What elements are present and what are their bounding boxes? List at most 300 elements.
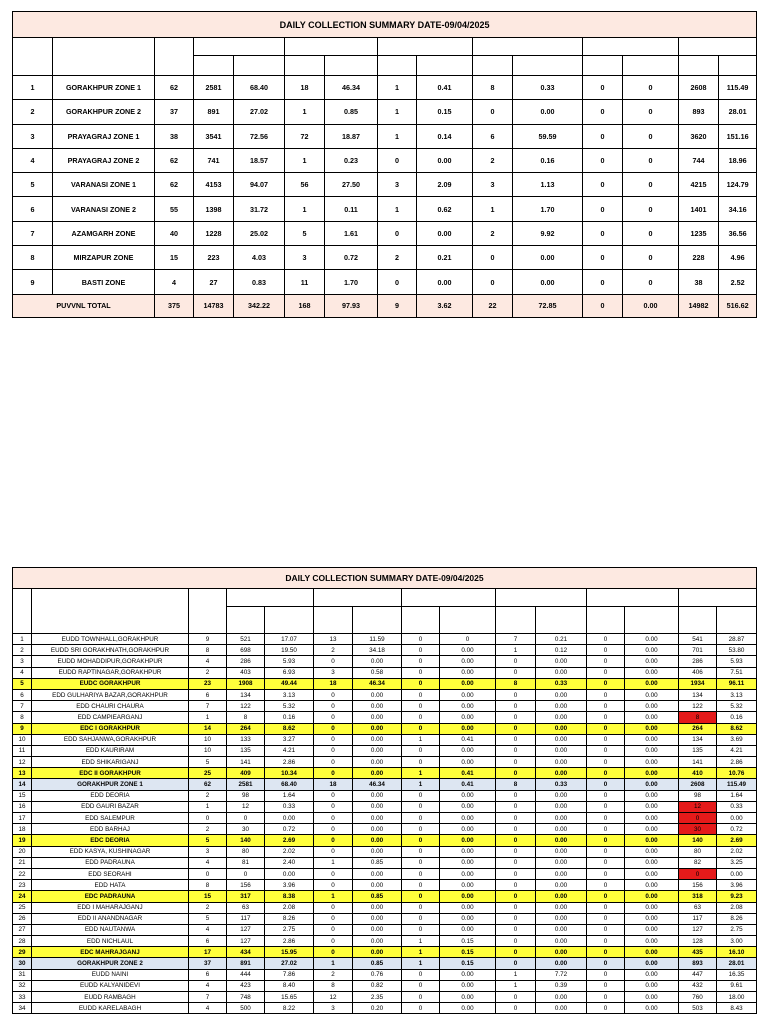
table-cell: EUDD RAMBAGH [32,992,189,1003]
table-cell: 0 [587,656,625,667]
table-cell: EUDD RAPTINAGAR,GORAKHPUR [32,667,189,678]
table-cell: 18.00 [717,992,757,1003]
table-cell: 0 [473,270,513,294]
table-cell: 23 [13,880,32,891]
table-cell: 0.00 [536,813,587,824]
table-cell: 1 [473,197,513,221]
table-cell: 0 [587,667,625,678]
table-cell: 0.00 [440,689,496,700]
table-cell: 2.69 [717,835,757,846]
table-row [13,813,757,824]
table-cell: 0 [402,790,440,801]
table-cell: EDD SEORAHI [32,868,189,879]
table-cell: 9.92 [513,221,583,245]
table-cell: 0.00 [625,634,679,645]
table-cell: 13 [314,634,353,645]
table-cell: 10 [13,734,32,745]
table-cell: 0.00 [625,835,679,846]
table-cell: 7 [189,701,227,712]
header-cell [227,589,314,607]
table-cell: VARANASI ZONE 1 [53,173,155,197]
table-cell: 2.75 [717,924,757,935]
table-cell: 36.56 [719,221,757,245]
header-cell [265,607,314,634]
table-cell: 0 [496,902,536,913]
header-cell [285,38,378,56]
table-row [13,197,757,221]
table-cell: 135 [679,745,717,756]
total-cell: 22 [473,294,513,317]
detail-title: DAILY COLLECTION SUMMARY DATE-09/04/2025 [13,568,757,589]
table-cell: 0 [496,790,536,801]
table-cell: 17 [13,813,32,824]
table-cell: EDD SHIKARIGANJ [32,757,189,768]
table-row [13,100,757,124]
total-cell: 168 [285,294,325,317]
table-cell: 0.00 [536,924,587,935]
table-cell: 0 [314,947,353,958]
table-cell: 0.16 [717,712,757,723]
table-cell: EDD BARHAJ [32,824,189,835]
table-cell: 0 [679,813,717,824]
table-cell: 2 [473,221,513,245]
table-cell: 7 [13,221,53,245]
total-cell: PUVVNL TOTAL [13,294,155,317]
table-cell: 0 [314,768,353,779]
table-cell: 0.23 [325,148,378,172]
table-cell: 0 [378,270,417,294]
table-cell: 318 [679,891,717,902]
table-cell: 3 [189,846,227,857]
table-cell: EUDD KARELABAGH [32,1003,189,1014]
table-cell: 0.00 [440,824,496,835]
header-cell [194,56,234,76]
table-row [13,246,757,270]
table-cell: 0 [314,936,353,947]
table-cell: 62 [155,76,194,100]
table-cell: 2 [314,969,353,980]
table-cell: 0.00 [625,678,679,689]
table-row [13,221,757,245]
table-cell: 1 [378,197,417,221]
table-cell: 403 [227,667,265,678]
table-cell: 0.00 [625,656,679,667]
table-cell: 128 [679,936,717,947]
table-cell: 0 [583,76,623,100]
table-cell: 4 [155,270,194,294]
table-cell: 0 [496,656,536,667]
table-cell: 0.41 [440,768,496,779]
table-cell: 0 [587,712,625,723]
table-row [13,868,757,879]
table-cell: 286 [227,656,265,667]
table-cell: 0.21 [536,634,587,645]
header-cell [473,38,583,56]
table-row [13,969,757,980]
table-cell: 228 [679,246,719,270]
header-cell [679,56,719,76]
table-cell: 0 [402,678,440,689]
table-cell: 14 [189,723,227,734]
table-cell: 0.00 [440,667,496,678]
table-cell: 0.72 [717,824,757,835]
table-cell: 0.00 [536,768,587,779]
table-cell: 8 [13,246,53,270]
table-cell: EDD DEORIA [32,790,189,801]
table-cell: 10 [189,745,227,756]
table-cell: 1235 [679,221,719,245]
table-cell: EDC PADRAUNA [32,891,189,902]
table-cell: 0 [402,846,440,857]
table-cell: EDC II GORAKHPUR [32,768,189,779]
table-cell: 0 [473,246,513,270]
table-cell: 0.33 [536,678,587,689]
table-row [13,712,757,723]
table-cell: 55 [155,197,194,221]
table-cell: 0 [496,846,536,857]
table-cell: 0.62 [417,197,473,221]
table-cell: 8 [13,712,32,723]
table-cell: 0.00 [417,270,473,294]
table-cell: 0.00 [440,891,496,902]
table-cell: 46.34 [325,76,378,100]
table-cell: 0 [587,868,625,879]
table-cell: 0.00 [440,656,496,667]
table-cell: 2.02 [265,846,314,857]
table-cell: 698 [227,645,265,656]
table-cell: 16 [13,801,32,812]
table-cell: 4 [189,656,227,667]
table-cell: VARANASI ZONE 2 [53,197,155,221]
table-cell: 9 [13,723,32,734]
table-row [13,76,757,100]
table-cell: 0.00 [625,868,679,879]
table-cell: 223 [194,246,234,270]
table-cell: 18 [13,824,32,835]
header-cell [53,38,155,76]
table-cell: 3 [285,246,325,270]
table-cell: 0 [587,824,625,835]
table-cell: 63 [227,902,265,913]
table-cell: 72.56 [234,124,285,148]
total-cell: 375 [155,294,194,317]
table-cell: 8.26 [717,913,757,924]
table-cell: 0 [314,902,353,913]
table-cell: 23 [189,678,227,689]
table-cell: 18 [314,678,353,689]
table-cell: 4215 [679,173,719,197]
table-cell: 0 [587,891,625,902]
header-cell [717,607,757,634]
table-cell: 2.86 [265,757,314,768]
table-row [13,980,757,991]
table-cell: 0.00 [417,148,473,172]
table-cell: 0 [402,980,440,991]
table-cell: 0 [587,913,625,924]
table-cell: 10.34 [265,768,314,779]
table-cell: 0 [623,100,679,124]
table-cell: 0.00 [440,1003,496,1014]
table-cell: 8.62 [717,723,757,734]
table-cell: 2.08 [265,902,314,913]
table-cell: 0 [402,645,440,656]
total-cell: 9 [378,294,417,317]
table-cell: 6.93 [265,667,314,678]
table-row [13,757,757,768]
table-cell: 0 [583,100,623,124]
header-cell [583,56,623,76]
table-cell: 0.00 [353,757,402,768]
table-cell: 0 [587,634,625,645]
table-row [13,846,757,857]
summary-table [12,11,757,318]
table-cell: 38 [679,270,719,294]
table-cell: 3541 [194,124,234,148]
table-cell: 8.22 [265,1003,314,1014]
table-cell: 16.35 [717,969,757,980]
table-cell: 25 [189,768,227,779]
table-cell: 0.33 [265,801,314,812]
table-cell: 12 [679,801,717,812]
table-cell: 19.50 [265,645,314,656]
table-cell: 0.00 [440,924,496,935]
table-cell: 18 [314,779,353,790]
table-cell: 135 [227,745,265,756]
table-cell: 2 [473,148,513,172]
table-cell: 30 [227,824,265,835]
table-cell: 5 [13,173,53,197]
table-cell: 0.00 [625,745,679,756]
table-cell: 15 [13,790,32,801]
table-cell: 0 [583,173,623,197]
table-cell: 0 [440,634,496,645]
table-cell: 62 [189,779,227,790]
table-cell: 0.15 [440,947,496,958]
table-cell: 0.00 [625,857,679,868]
circle-subtotal-row [13,947,757,958]
table-cell: 0 [402,723,440,734]
table-cell: 37 [189,958,227,969]
table-cell: 0.00 [440,835,496,846]
table-cell: 0 [583,270,623,294]
table-cell: 0.33 [717,801,757,812]
table-cell: 0.00 [536,880,587,891]
table-cell: 0.00 [353,924,402,935]
table-cell: 62 [155,148,194,172]
table-cell: 2.69 [265,835,314,846]
table-cell: 1228 [194,221,234,245]
total-cell: 342.22 [234,294,285,317]
table-row [13,173,757,197]
table-cell: 18.96 [719,148,757,172]
header-cell [314,589,402,607]
table-cell: 0.00 [625,980,679,991]
table-cell: 38 [155,124,194,148]
table-cell: 4 [13,148,53,172]
table-cell: EDD KAURIRAM [32,745,189,756]
table-cell: 117 [227,913,265,924]
table-cell: 4.96 [719,246,757,270]
header-cell [679,589,757,607]
table-cell: 0 [587,846,625,857]
table-cell: 98 [679,790,717,801]
table-cell: 5 [13,678,32,689]
table-cell: 68.40 [265,779,314,790]
table-cell: 1 [285,197,325,221]
table-cell: 0.83 [234,270,285,294]
table-cell: 7.51 [717,667,757,678]
table-cell: 134 [227,689,265,700]
table-cell: 3.13 [265,689,314,700]
table-cell: 25 [13,902,32,913]
table-cell: EDC MAHRAJGANJ [32,947,189,958]
table-cell: 1 [378,100,417,124]
table-cell: 0.00 [536,656,587,667]
table-cell: 0 [587,1003,625,1014]
table-cell: 1.61 [325,221,378,245]
table-cell: 7.86 [265,969,314,980]
table-cell: EDD SAHJANWA,GORAKHPUR [32,734,189,745]
table-cell: 37 [155,100,194,124]
table-cell: 0 [402,689,440,700]
table-cell: 1 [402,734,440,745]
table-cell: 2.52 [719,270,757,294]
table-cell: 14 [13,779,32,790]
table-cell: 28.01 [717,958,757,969]
table-cell: 0.00 [440,790,496,801]
total-cell: 0.00 [623,294,679,317]
table-cell: 744 [679,148,719,172]
table-cell: 31 [13,969,32,980]
table-cell: 12 [13,757,32,768]
table-cell: 0 [623,246,679,270]
table-cell: 0.00 [625,813,679,824]
table-cell: 286 [679,656,717,667]
table-cell: 1.64 [717,790,757,801]
table-cell: 0.82 [353,980,402,991]
table-cell: 82 [679,857,717,868]
table-cell: GORAKHPUR ZONE 1 [32,779,189,790]
table-cell: 0 [496,734,536,745]
table-cell: 760 [679,992,717,1003]
table-cell: 30 [13,958,32,969]
table-cell: EDC I GORAKHPUR [32,723,189,734]
table-cell: 0 [587,947,625,958]
header-cell [285,56,325,76]
table-cell: 8 [314,980,353,991]
table-row [13,790,757,801]
table-cell: 12 [314,992,353,1003]
table-cell: 0.00 [440,701,496,712]
table-cell: 1.13 [513,173,583,197]
table-cell: 2608 [679,76,719,100]
table-cell: 6 [13,197,53,221]
table-cell: 748 [227,992,265,1003]
table-cell: 0.00 [353,656,402,667]
table-cell: 115.49 [717,779,757,790]
table-cell: 0.00 [536,902,587,913]
table-cell: 0 [402,801,440,812]
table-cell: 0 [402,969,440,980]
table-cell: 0.00 [536,958,587,969]
table-cell: 0 [402,634,440,645]
header-cell [378,38,473,56]
table-cell: 8.62 [265,723,314,734]
table-cell: EDD GULHARIYA BAZAR,GORAKHPUR [32,689,189,700]
table-cell: 0 [189,868,227,879]
table-cell: 3.00 [717,936,757,947]
table-row [13,148,757,172]
table-row [13,857,757,868]
table-cell: 22 [13,868,32,879]
table-row [13,745,757,756]
table-cell: 18 [285,76,325,100]
table-cell: 53.80 [717,645,757,656]
table-cell: 0 [496,992,536,1003]
table-cell: 0 [496,924,536,935]
table-cell: 2 [13,100,53,124]
table-cell: 0 [314,824,353,835]
table-cell: 0 [496,801,536,812]
table-cell: 0 [587,801,625,812]
table-cell: 0 [496,857,536,868]
table-cell: 2.02 [717,846,757,857]
table-cell: 0 [402,868,440,879]
table-cell: 317 [227,891,265,902]
table-cell: 264 [227,723,265,734]
table-cell: 3.25 [717,857,757,868]
table-cell: 0 [587,790,625,801]
table-cell: 2.09 [417,173,473,197]
table-cell: 140 [679,835,717,846]
header-cell [13,589,32,634]
table-cell: 2 [189,790,227,801]
table-cell: 5.32 [265,701,314,712]
detail-table [12,567,757,1014]
table-cell: 0 [623,173,679,197]
table-cell: 0.00 [440,868,496,879]
table-cell: 9 [13,270,53,294]
table-cell: 28.87 [717,634,757,645]
table-cell: 31.72 [234,197,285,221]
table-cell: 891 [194,100,234,124]
table-cell: 8 [189,880,227,891]
table-cell: 122 [679,701,717,712]
table-cell: 6 [473,124,513,148]
table-cell: 40 [155,221,194,245]
table-cell: 1 [314,958,353,969]
table-cell: 5.93 [265,656,314,667]
table-cell: EDD PADRAUNA [32,857,189,868]
table-cell: 521 [227,634,265,645]
table-cell: 59.59 [513,124,583,148]
table-cell: 6 [189,936,227,947]
table-cell: 0 [314,712,353,723]
table-cell: 1 [189,712,227,723]
table-cell: 2.86 [717,757,757,768]
table-cell: 1.64 [265,790,314,801]
zone-total-row [13,779,757,790]
table-cell: 8.43 [717,1003,757,1014]
table-row [13,645,757,656]
table-cell: 0.00 [536,1003,587,1014]
table-cell: 0.00 [625,969,679,980]
table-cell: 701 [679,645,717,656]
table-cell: 8 [473,76,513,100]
table-cell: 5.32 [717,701,757,712]
table-cell: 264 [679,723,717,734]
table-cell: 3.96 [265,880,314,891]
